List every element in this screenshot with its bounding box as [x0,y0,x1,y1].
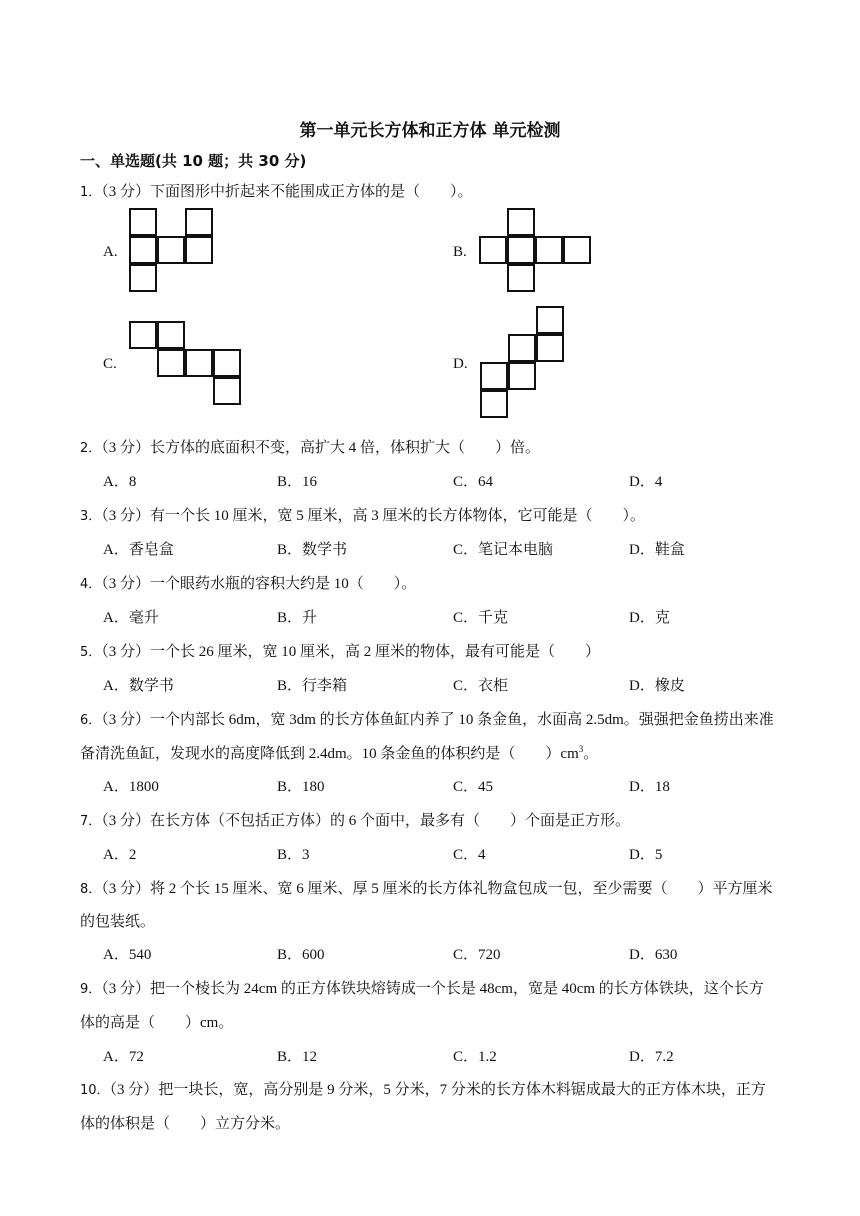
option-a: A．2 [103,847,137,863]
question-score: （3 分） [101,576,151,592]
section-heading: 一、单选题(共 10 题；共 30 分) [80,152,307,170]
option-c: C．千克 [453,610,509,626]
option-a: A．540 [103,947,152,963]
question-text: 把一个棱长为 24cm 的正方体铁块熔铸成一个长是 48cm，宽是 40cm 的长方体铁块，这个长方 [150,981,764,997]
question-9 [80,979,764,1000]
option-b: B. [453,244,467,260]
question-number: 5． [80,645,102,660]
option-d: D．橡皮 [629,678,685,694]
option-b: B．升 [277,610,318,626]
question-8-continued [80,912,155,932]
question-text: 一个眼药水瓶的容积大约是 10（ ）。 [150,576,417,592]
option-d: D．克 [629,610,670,626]
question-score: （3 分） [109,1082,159,1098]
option-c: C．64 [453,474,494,490]
question-4 [80,574,416,595]
option-a: A．香皂盒 [103,542,174,558]
option-d: D．18 [629,779,670,795]
option-c: C．4 [453,847,486,863]
option-d: D．7.2 [629,1049,674,1065]
question-text: 体的体积是（ ）立方分米。 [80,1116,291,1132]
superscript: 3 [578,744,584,754]
option-c: C．衣柜 [453,678,509,694]
question-score: （3 分） [101,981,151,997]
question-number: 10． [80,1083,110,1098]
question-score: （3 分） [101,813,151,829]
question-5 [80,642,600,663]
question-1 [80,182,473,203]
option-d: D．鞋盒 [629,542,685,558]
question-score: （3 分） [101,712,151,728]
option-b: B．600 [277,947,325,963]
option-b: B．数学书 [277,542,348,558]
question-10-continued [80,1114,290,1134]
option-c: C．1.2 [453,1049,497,1065]
question-number: 6． [80,713,102,728]
option-d: D．5 [629,847,663,863]
question-text: 一个内部长 6dm，宽 3dm 的长方体鱼缸内养了 10 条金鱼，水面高 2.5dm。强强把金鱼捞出来准 [150,712,774,728]
question-text: 把一块长，宽，高分别是 9 分米，5 分米，7 分米的长方体木料锯成最大的正方体木块，正方 [158,1082,766,1098]
question-text: 有一个长 10 厘米，宽 5 厘米，高 3 厘米的长方体物体，它可能是（ ）。 [150,508,646,524]
option-d: D．630 [629,947,678,963]
page-title: 第一单元长方体和正方体 单元检测 [299,121,561,141]
option-b: B．180 [277,779,325,795]
option-d: D. [453,356,468,372]
question-text: 体的高是（ ）cm。 [80,1015,234,1031]
option-a: A．8 [103,474,137,490]
option-a: A. [103,244,118,260]
question-text: 一个长 26 厘米，宽 10 厘米，高 2 厘米的物体，最有可能是（ ） [150,644,601,660]
option-c: C. [103,356,117,372]
question-number: 7． [80,814,102,829]
question-number: 2． [80,441,102,456]
question-score: （3 分） [101,184,151,200]
option-b: B．3 [277,847,310,863]
question-2 [80,438,540,459]
question-8 [80,879,773,900]
question-number: 1． [80,185,102,200]
question-number: 4． [80,577,102,592]
question-number: 9． [80,982,102,997]
question-text: 将 2 个长 15 厘米、宽 6 厘米、厚 5 厘米的长方体礼物盒包成一包，至少需要（ ）平方厘米 [150,881,773,897]
question-score: （3 分） [101,508,151,524]
question-text-tail: 。 [583,746,599,762]
question-3 [80,506,645,527]
option-a: A．毫升 [103,610,159,626]
option-b: B．16 [277,474,318,490]
question-score: （3 分） [101,881,151,897]
option-a: A．72 [103,1049,144,1065]
option-b: B．12 [277,1049,318,1065]
question-number: 8． [80,882,102,897]
question-text: 下面图形中折起来不能围成正方体的是（ ）。 [150,184,473,200]
option-c: C．720 [453,947,501,963]
option-d: D．4 [629,474,663,490]
question-score: （3 分） [101,644,151,660]
option-c: C．45 [453,779,494,795]
question-number: 3． [80,509,102,524]
option-a: A．1800 [103,779,159,795]
option-c: C．笔记本电脑 [453,542,554,558]
question-text: 在长方体（不包括正方体）的 6 个面中，最多有（ ）个面是正方形。 [150,813,631,829]
question-6-continued [80,744,598,764]
question-text: 备清洗鱼缸，发现水的高度降低到 2.4dm。10 条金鱼的体积约是（ ）cm [80,746,579,762]
question-10 [80,1080,766,1101]
question-9-continued [80,1013,233,1033]
question-text: 长方体的底面积不变，高扩大 4 倍，体积扩大（ ）倍。 [150,440,541,456]
question-7 [80,811,630,832]
option-b: B．行李箱 [277,678,348,694]
question-text: 的包装纸。 [80,914,156,930]
question-score: （3 分） [101,440,151,456]
question-6 [80,710,774,731]
option-a: A．数学书 [103,678,174,694]
